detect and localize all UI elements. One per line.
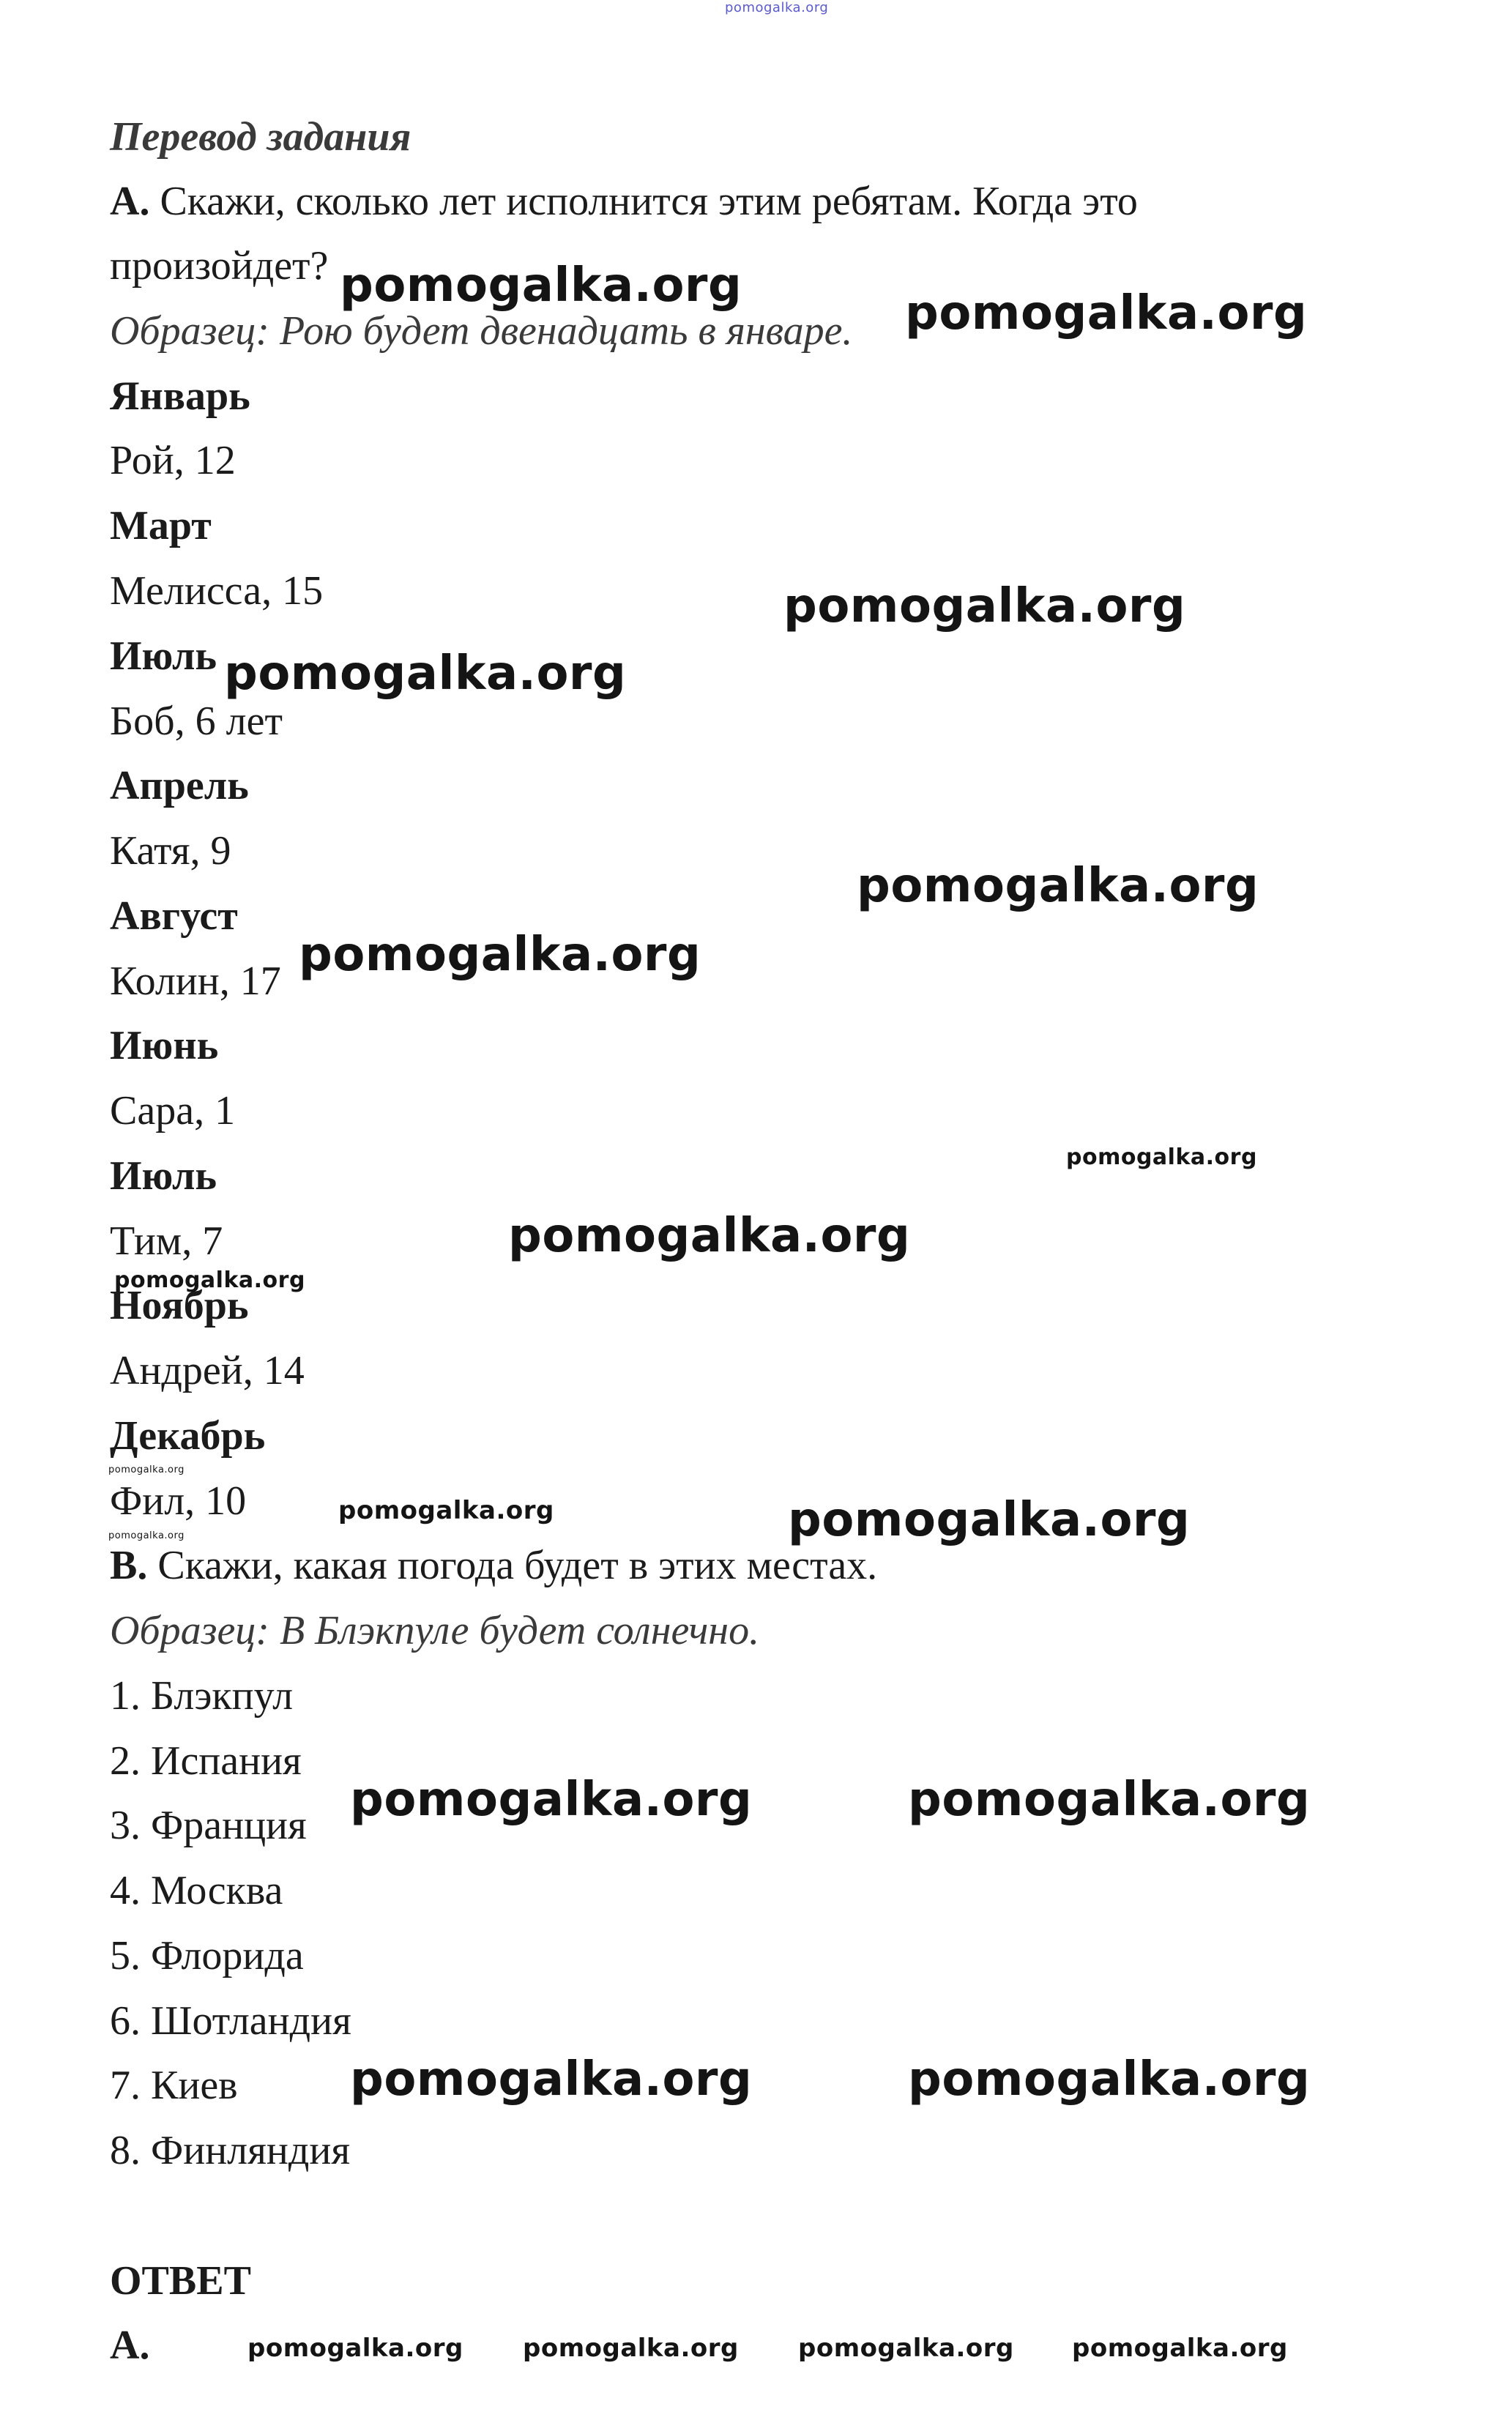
watermark: pomogalka.org (114, 1267, 305, 1293)
person-age: Рой, 12 (110, 438, 236, 483)
answer-heading: ОТВЕТ (110, 2258, 251, 2304)
month-label: Январь (110, 373, 250, 419)
place-item: 6. Шотландия (110, 1998, 351, 2044)
watermark: pomogalka.org (108, 1530, 185, 1541)
task-a-line1 (110, 176, 1138, 227)
watermark: pomogalka.org (350, 2052, 753, 2107)
person-age: Андрей, 14 (110, 1348, 305, 1393)
watermark: pomogalka.org (798, 2334, 1014, 2363)
answer-label: A. (110, 2323, 150, 2368)
month-label: Март (110, 503, 212, 548)
place-item: 1. Блэкпул (110, 1673, 294, 1719)
person-age: Фил, 10 (110, 1478, 247, 1524)
watermark: pomogalka.org (523, 2334, 739, 2363)
watermark: pomogalka.org (108, 1464, 185, 1475)
person-age: Колин, 17 (110, 958, 281, 1004)
task-b-line (110, 1540, 877, 1591)
person-age: Мелисса, 15 (110, 568, 324, 614)
watermark: pomogalka.org (857, 859, 1259, 913)
place-item: 5. Флорида (110, 1933, 304, 1978)
task-a-line2: произойдет? (110, 243, 329, 288)
watermark: pomogalka.org (338, 1496, 554, 1525)
task-a-text-1: Скажи, сколько лет исполнится этим ребятам. Когда это (160, 179, 1138, 224)
watermark: pomogalka.org (299, 928, 701, 982)
task-b-label: B. (110, 1543, 148, 1588)
person-age: Катя, 9 (110, 828, 231, 874)
place-item: 4. Москва (110, 1868, 283, 1913)
month-label: Июнь (110, 1023, 219, 1068)
month-label: Ноябрь (110, 1283, 249, 1328)
month-label: Июль (110, 633, 217, 679)
place-item: 7. Киев (110, 2063, 238, 2108)
month-label: Декабрь (110, 1413, 266, 1459)
month-label: Апрель (110, 763, 249, 808)
watermark-top: pomogalka.org (725, 0, 829, 15)
person-age: Тим, 7 (110, 1218, 223, 1264)
month-label: Июль (110, 1153, 217, 1199)
watermark: pomogalka.org (908, 1773, 1311, 1827)
task-a-example: Образец: Рою будет двенадцать в январе. (110, 308, 853, 354)
watermark: pomogalka.org (508, 1209, 911, 1263)
task-b-text: Скажи, какая погода будет в этих местах. (157, 1543, 878, 1588)
person-age: Боб, 6 лет (110, 699, 283, 744)
watermark: pomogalka.org (1072, 2334, 1288, 2363)
watermark: pomogalka.org (340, 258, 742, 313)
watermark: pomogalka.org (908, 2052, 1311, 2107)
place-item: 2. Испания (110, 1738, 302, 1784)
watermark: pomogalka.org (350, 1773, 753, 1827)
place-item: 3. Франция (110, 1803, 307, 1848)
page-title: Перевод задания (110, 114, 411, 160)
watermark: pomogalka.org (247, 2334, 463, 2363)
watermark: pomogalka.org (905, 286, 1308, 340)
place-item: 8. Финляндия (110, 2128, 351, 2173)
watermark: pomogalka.org (1066, 1144, 1257, 1170)
task-a-label: A. (110, 179, 150, 224)
watermark: pomogalka.org (788, 1493, 1191, 1547)
task-b-example: Образец: В Блэкпуле будет солнечно. (110, 1608, 760, 1653)
watermark: pomogalka.org (224, 647, 627, 701)
person-age: Сара, 1 (110, 1088, 236, 1133)
month-label: Август (110, 893, 238, 939)
watermark: pomogalka.org (783, 579, 1186, 633)
